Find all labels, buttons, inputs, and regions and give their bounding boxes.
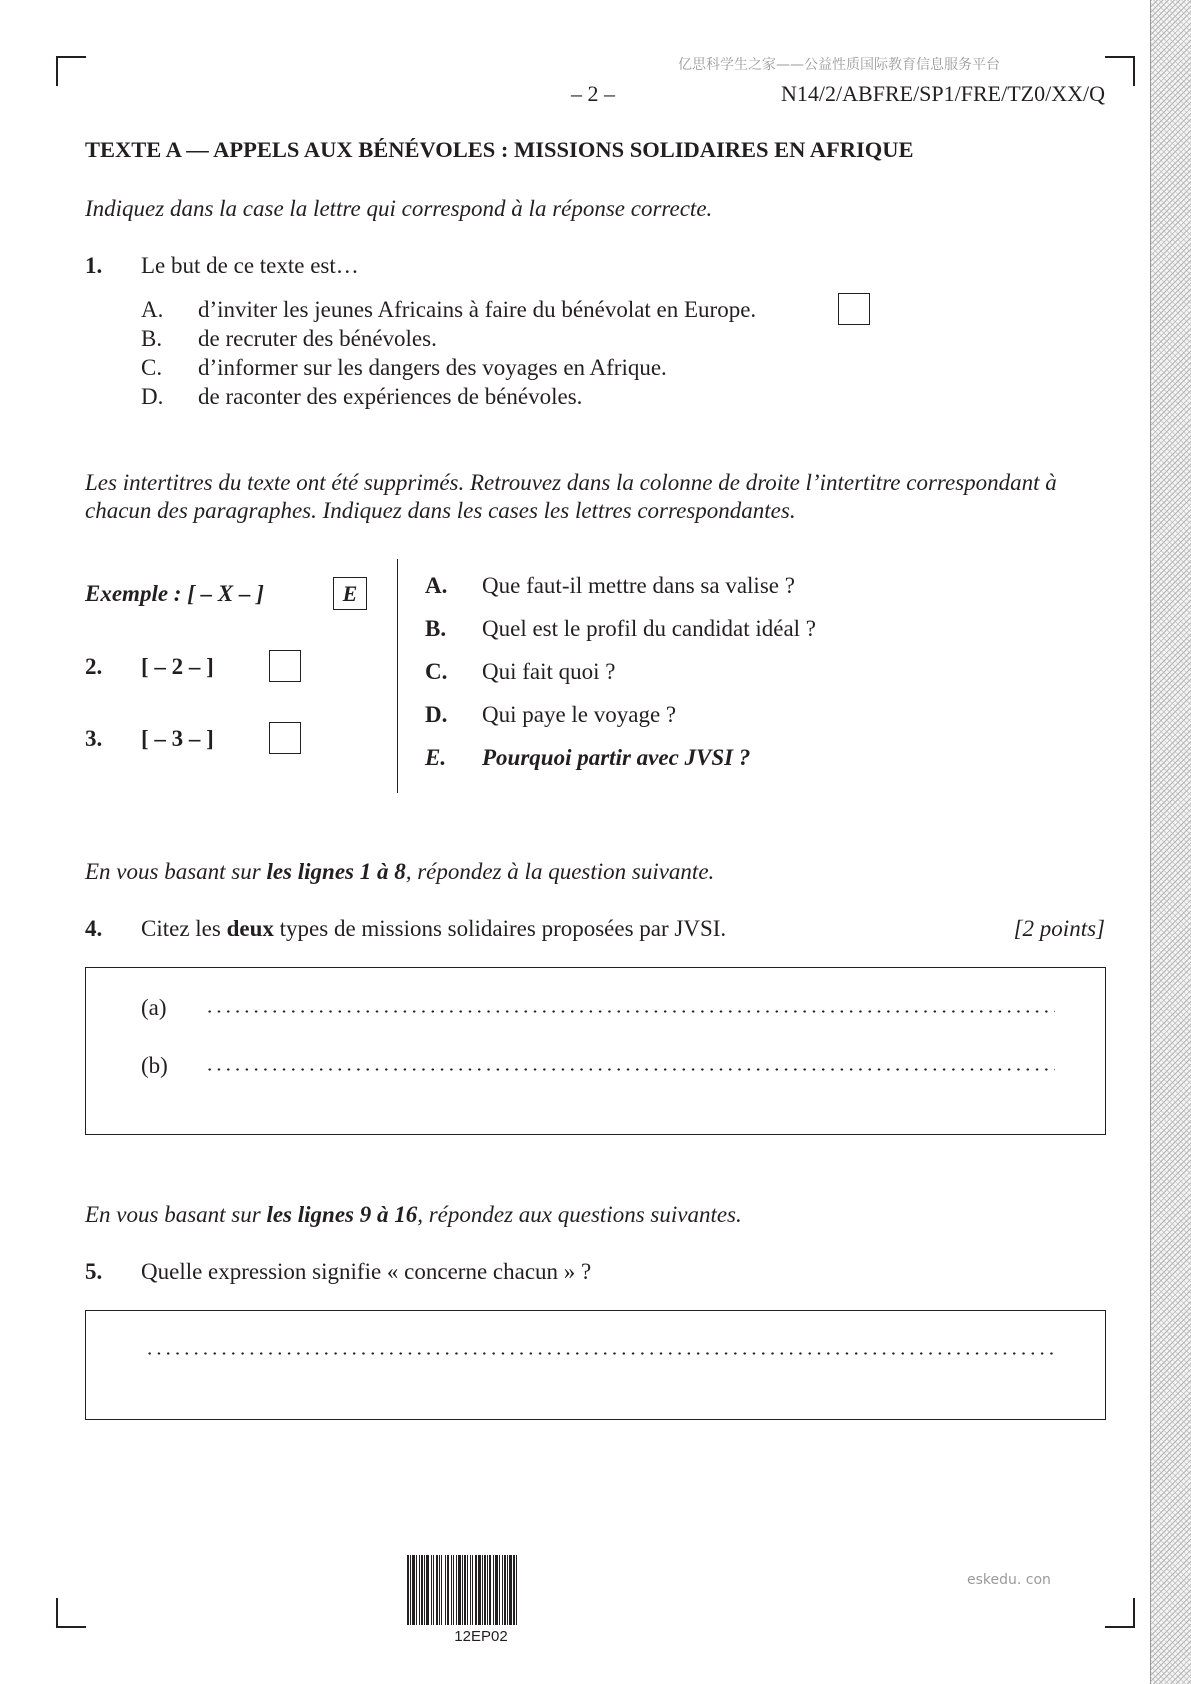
instruction-4-post: , répondez aux questions suivantes. [417,1202,742,1227]
q2-number: 2. [85,654,103,679]
heading-option-text: Quel est le profil du candidat idéal ? [482,616,817,641]
barcode-text: 12EP02 [454,1628,508,1645]
q4-b-answer-line[interactable] [205,1068,1055,1071]
instruction-3-pre: En vous basant sur [85,859,267,884]
q1-answer-box[interactable] [838,293,870,325]
heading-option-letter: A. [425,573,448,598]
instruction-1: Indiquez dans la case la lettre qui correspond à la réponse correcte. [85,196,713,221]
heading-option-text: Qui paye le voyage ? [482,702,677,727]
q5-answer-line[interactable] [145,1352,1055,1355]
column-divider [397,559,398,793]
q4-a-answer-line[interactable] [205,1010,1055,1013]
watermark-bottom: eskedu. con [967,1572,1051,1588]
instruction-2-line-2: chacun des paragraphes. Indiquez dans les cases les lettres correspondantes. [85,498,796,523]
q1-option-text: d’informer sur les dangers des voyages en Afrique. [198,355,667,380]
instruction-4-pre: En vous basant sur [85,1202,267,1227]
q5-text: Quelle expression signifie « concerne chacun » ? [141,1259,592,1284]
q2-answer-box[interactable] [269,650,301,682]
q4-answer-area [85,967,1106,1135]
q4-text [141,915,726,943]
q1-option-text: d’inviter les jeunes Africains à faire du bénévolat en Europe. [198,297,757,322]
crop-mark-bottom-left [56,1598,86,1628]
example-answer-box [333,577,367,610]
heading-option-text: Pourquoi partir avec JVSI ? [482,745,751,770]
barcode-bar [517,1555,519,1625]
instruction-3 [85,858,714,886]
q4-text-bold: deux [226,916,274,941]
q1-option-text: de raconter des expériences de bénévoles. [198,384,583,409]
q1-number: 1. [85,253,103,278]
instruction-2-line-1: Les intertitres du texte ont été supprimés. Retrouvez dans la colonne de droite l’intertitre correspondant à [85,470,1057,495]
q3-label: [ – 3 – ] [141,726,214,751]
q1-stem: Le but de ce texte est… [141,253,359,278]
instruction-4-bold: les lignes 9 à 16 [266,1202,418,1227]
q4-number: 4. [85,916,103,941]
instruction-4 [85,1201,742,1229]
instruction-3-post: , répondez à la question suivante. [405,859,715,884]
q3-number: 3. [85,726,103,751]
q4-part-label: (b) [141,1053,168,1078]
q5-answer-area [85,1310,1106,1420]
q3-answer-box[interactable] [269,722,301,754]
q5-number: 5. [85,1259,103,1284]
watermark-top: 亿思科学生之家——公益性质国际教育信息服务平台 [678,57,1000,73]
crop-mark-bottom-right [1105,1598,1135,1628]
q2-label: [ – 2 – ] [141,654,214,679]
section-title: TEXTE A — APPELS AUX BÉNÉVOLES : MISSIONS SOLIDAIRES EN AFRIQUE [85,137,914,162]
crop-mark-top-left [56,56,86,86]
example-answer: E [342,580,358,606]
example-label: Exemple : [ – X – ] [85,581,264,606]
q4-text-post: types de missions solidaires proposées par JVSI. [273,916,727,941]
q1-option-text: de recruter des bénévoles. [198,326,437,351]
barcode [407,1555,555,1625]
instruction-3-bold: les lignes 1 à 8 [266,859,406,884]
heading-option-text: Qui fait quoi ? [482,659,616,684]
q1-option-letter: A. [141,297,164,322]
q1-option-letter: B. [141,326,163,351]
q1-option-letter: D. [141,384,164,409]
crop-mark-top-right [1105,56,1135,86]
heading-option-letter: D. [425,702,448,727]
paper-code: N14/2/ABFRE/SP1/FRE/TZ0/XX/Q [781,81,1105,106]
right-edge-pattern-strip [1150,0,1191,1684]
q1-option-letter: C. [141,355,163,380]
heading-option-letter: B. [425,616,447,641]
q4-part-label: (a) [141,995,167,1020]
q4-text-pre: Citez les [141,916,227,941]
heading-option-letter: C. [425,659,448,684]
heading-option-text: Que faut-il mettre dans sa valise ? [482,573,795,598]
heading-option-letter: E. [425,745,447,770]
q4-points: [2 points] [1013,916,1105,941]
page-number: – 2 – [571,81,615,106]
